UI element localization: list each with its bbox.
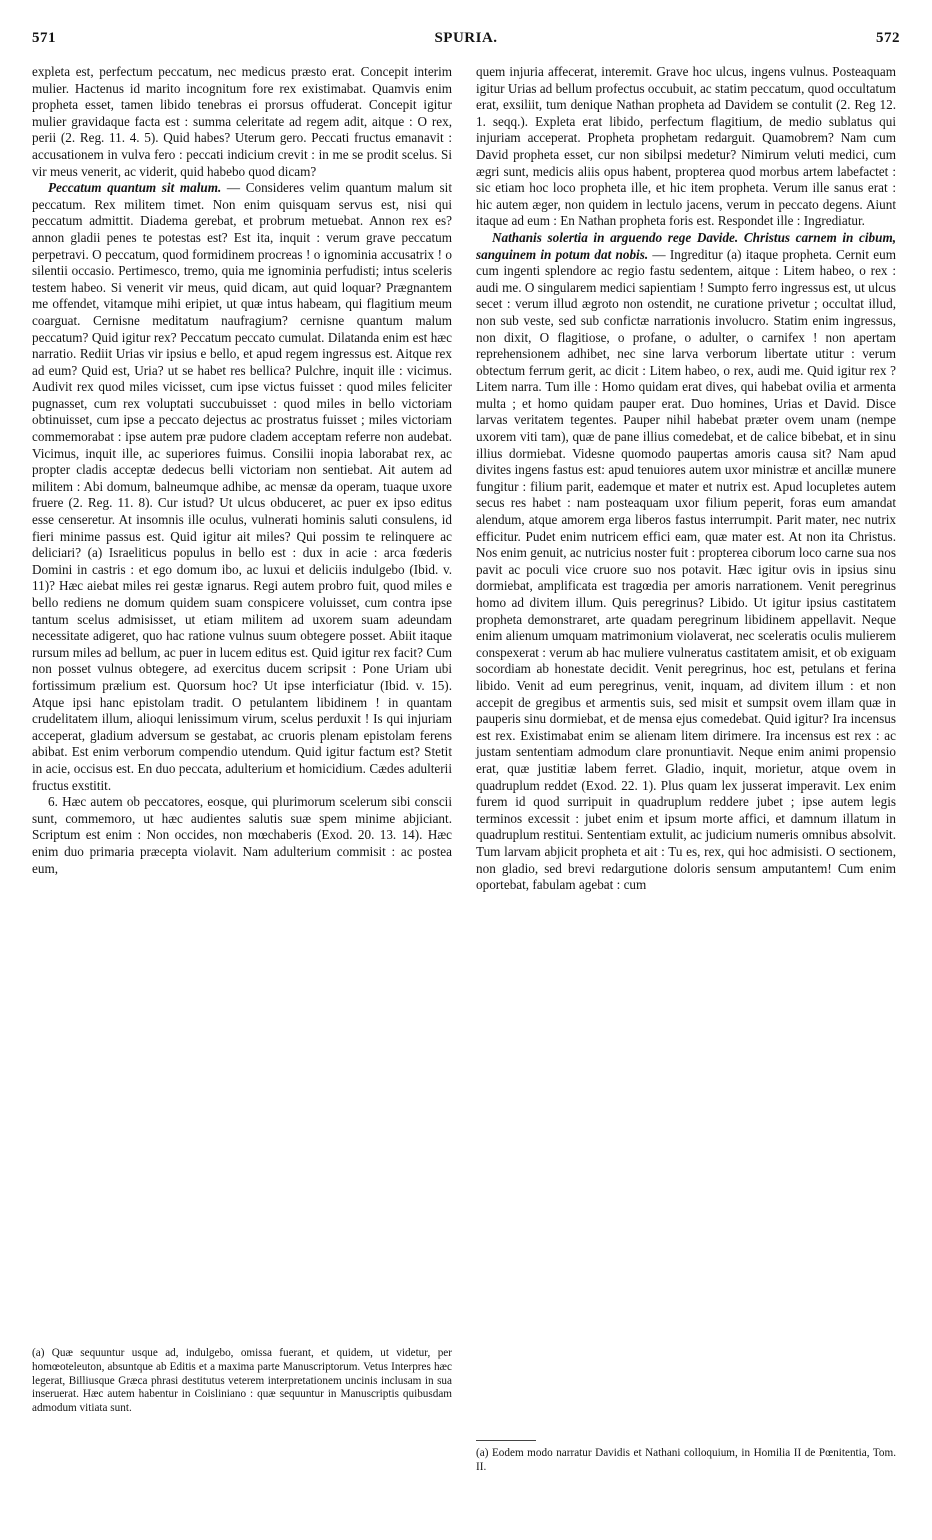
paragraph-text: — Ingreditur (a) itaque propheta. Cernit eum cum ingenti splendore ac regio fastu sedentem, aitque : Litem habeo, o rex : audi me. O singularem medici sapientiam ! Sumpto ferro ingressus est, ut ulcus secet : verum illud ægroto non ostendit, ne curatione privetur ; occultat illud, non sub veste, sed sub confictæ narrationis involucro. Statim enim ingressus, non dixit, O flagitiose, o profane, o adulter, o carnifex ! non apertam reprehensionem adhibet, nec sine larva verborum libertate utitur : verum obtectum ferrum gerit, ac dicit : Litem habeo, o rex, audi me. Quid igitur rex ? Litem narra. Tum ille : Homo quidam erat dives, qui habebat ovilia et armenta multa ; et homo quidam pauper erat. Duo homines, Urias et David. Disce larvas veritatem tegentes. Pauper nihil habebat præter ovem unam (nempe uxorem viti tam), quæ de pane illius comedebat, et de calice bibebat, et in sinu illius dormiebat. Videsne quomodo paupertas amoris causa sit? Nam apud divites ingens fastus est: apud tenuiores autem uxor ministræ et ancillæ munere fungitur : filium parit, eademque et mater et nutrix est. Apud locupletes autem secus res habet : nam posteaquam uxor filium peperit, foras eum amandat alendum, atque amorem erga liberos fastus interrumpit. Parit mater, nec nutrix efficitur. Pudet enim nutricem effici eam, quæ mater est. At non ita Christus. Nos enim genuit, ac nutricius noster fuit : propterea ciborum loco carne sua nos pavit ac poculi vice cruore suo nos potavit. Hæc igitur ovis in ipsius sinu dormiebat, amplificata est tragœdia per amoris narrationem. Venit peregrinus homo ad divitem illum. Quis peregrinus? Libido. Ut igitur ipsius castitatem propheta demonstraret, arte quadam peregrinum libidinem appellavit. Neque enim alienum umquam matrimonium violaverat, nec sceleratis oculis mulierem conspexerat : verum ab hac muliere vulneratus castitatem amisit, et ob exiguam socordiam ab honestate decidit. Venit peregrinus, hoc est, petulans et ferina libido. Venit ad eum peregrinus, venit, inquam, ad divitem illum : et non accepit de gregibus et armentis suis, sed misit et sumpsit ovem illam quæ in pauperis sinu dormiebat, et de mensa ejus comedebat. Quid igitur? Ira incensus est rex. Existimabat enim se alienam litem dirimere. Ira incensus est rex : ac justam sententiam admodum clare pronuntiavit. Neque enim animi propensio erat, quæ justitiæ labem ferret. Gladio, inquit, morietur, atque ovem in quadruplum reddet (Exod. 22. 1). Plus quam lex jusserat imperavit. Lex enim furem id quod surripuit in quadruplum reddere jubet ; ipse autem legis terminos excessit : jubet enim et ipsum morte affici, et damnum illatum in quadruplum restitui. Sententiam extulit, ac judicium numeris omnibus absolvit. Tum larvam abjicit propheta et ait : Tu es, rex, qui hoc admisisti. O sectionem, non gladio, sed brevi redargutione doloris sensum amputantem! Cum enim oportebat, fabulam agebat : cum bbox=[476, 246, 896, 893]
section-heading: Peccatum quantum sit malum. bbox=[48, 180, 222, 196]
footnote: (a) Eodem modo narratur Davidis et Nathani colloquium, in Homilia II de Pœnitentia, Tom. II. bbox=[476, 1447, 896, 1473]
paragraph-text: — Consideres velim quantum malum sit peccatum. Rex militem timet. Non enim quisquam servus est, nisi qui peccatum admittit. Diadema gerebat, et probrum metuebat. Annon rex es? annon gladii penes te potestas est? Est ita, inquit : verum grave peccatum perpetravi. O peccatum, quod formidinem procreas ! o ignominia accusatrix ! o silentii occasio. Pertimesco, tremo, quia me ignominia perfudisti; intus sceleris testem habeo. Si venerit vir meus, quid dicam, aut quid loquar? Prægnantem me offendet, vitamque mihi eripiet, ut quæ intus habeam, qui flagitium meum coarguat. Cernisne meditatum naufragium? cernisne quantum malum peccatum? Quid igitur rex? Peccatum peccato cumulat. Dilatanda enim est hæc narratio. Rediit Urias vir ipsius e bello, et apud regem ingressus est. Aitque rex ad eum? Quid est, Uria? ut se habet res bellica? Pulchre, inquit ille : vicimus. Audivit rex quod miles vicisset, cum ipse victus fuisset : quod miles feliciter pugnasset, cum rex voluptati succubuisset : quod miles in bello victoriam obtinuisset, cum ipse a peccato dejectus ac prostratus fuisset ; miles victoriam commemorabat : ipse autem præ pudore cladem acceptam referre non audebat. Vicimus, inquit ille, ac superiores fuimus. Consilii inopia laborabat rex, ac propter cladis acceptæ dedecus belli victoriam non sentiebat. Ait autem ad militem : Abi domum, balneumque adhibe, ac mensæ da operam, tuaque uxore fruere (2. Reg. 11. 8). Cur istud? Ut ulcus obduceret, ac puer ex ipso editus esse censeretur. At insomnis ille oculus, vulnerati hominis saluti consulens, id fieri minime passus est. Quid igitur ait miles? Qui possim te relinquere ac deliciari? (a) Israeliticus populus in bello est : dux in acie : arca fœderis Domini in castris : et ego domum ibo, ac luxui et deliciis indulgebo (Ibid. v. 11)? Hæc aiebat miles rei gestæ ignarus. Regi autem probro fuit, quod miles e bello rediens ne domum quidem suam conspicere voluisset, cum contra ipse tantum scelus admisisset, ut etiam militem ad uxorem suam adeundam necessitate adigeret, quo hac ratione vulnus suum obtegere posset. Abiit itaque rursum miles ad bellum, ac puer in lucem editus est. Quid igitur rex facit? Cum non posset vulnus obtegere, ad exercitus ducem scripsit : Pone Uriam ubi fortissimum prælium est. Quorsum hoc? Ut ipse interficiatur (Ibid. v. 15). Atque ipsi hanc epistolam tradit. O petulantem libidinem ! in quantam crudelitatem illum, alioqui lenissimum virum, scelus perduxit ! Is qui injuriam acceperat, gladium adversum se gestabat, ac cruoris plenam epistolam ferens abibat. Est enim verborum compendio utendum. Quid igitur factum est? Stetit in acie, occisus est. En duo peccata, adulterium et homicidium. Cædes adulterii fructus exstitit. bbox=[32, 180, 452, 793]
footnotes bbox=[32, 1347, 452, 1416]
page-number-left: 571 bbox=[32, 30, 56, 46]
footnote: (a) Quæ sequuntur usque ad, indulgebo, omissa fuerant, et quidem, ut videtur, per homœoteleuton, absuntque ab Editis et a maxima parte Manuscriptorum. Vetus Interpres hæc legerat, Billiusque Græca phrasi destitutus veterem interpretationem uncinis inclusam in sua inseruerat. Hæc autem habentur in Coisliniano : quæ sequuntur in Manuscriptis quibusdam admodum vitiata sunt. bbox=[32, 1347, 452, 1415]
page-number-right: 572 bbox=[876, 30, 900, 46]
page-header bbox=[32, 30, 900, 54]
paragraph: expleta est, perfectum peccatum, nec medicus præsto erat. Concepit interim mulier. Hactenus id marito incognitum fore rex existimabat. Quamvis enim propheta esset, tamen libido tenebras ei prorsus offuderat. Concepit igitur mulier gravidaque facta est : summa celeritate ad regem adit, aitque : O rex, perii (2. Reg. 11. 4. 5). Quid habes? Uterum gero. Peccati fructus emanavit : accusationem in vulva fero : peccati indicium crevit : in me se prodit scelus. Si vir meus venerit, ac viderit, quid habebo quod dicam? bbox=[32, 64, 452, 179]
footnote-rule bbox=[476, 1440, 536, 1441]
left-column bbox=[32, 64, 452, 1415]
section-heading: Nathanis solertia in arguendo rege Davide. Christus carnem in cibum, sanguinem in potum dat nobis. bbox=[476, 229, 896, 262]
paragraph: quem injuria affecerat, interemit. Grave hoc ulcus, ingens vulnus. Posteaquam igitur Urias ad bellum profectus occubuit, ac statim peccatum, quod occultatum erat, exsiliit, tum denique Nathan propheta ad Davidem se contulit (2. Reg 12. 1. seqq.). Expleta erat libido, perfectum flagitium, de medio sublatus qui injuriam acceperat. Propheta prophetam redarguit. Quamobrem? Nam cum David propheta esset, cur non sibilpsi medetur? Nimirum veluti medici, cum ægri sunt, medicis aliis opus habent, propterea quod morbus artem labefactet : sic etiam hoc loco propheta ille, et hic item propheta. Verum ille sanus erat : hic autem æger, non quidem in lectulo jacens, verum in peccato degens. Aiunt itaque ad eum : En Nathan propheta foris est. Respondet ille : Ingrediatur. bbox=[476, 64, 896, 229]
paragraph: 6. Hæc autem ob peccatores, eosque, qui plurimorum scelerum sibi conscii sunt, commemoro, ut hæc audientes salutis suæ spem minime abjiciant. Scriptum est enim : Non occides, non mœchaberis (Exod. 20. 13. 14). Hæc enim duo primaria præcepta violavit. Nam adulterium commisit : ac postea eum, bbox=[32, 794, 452, 876]
paragraph bbox=[476, 230, 896, 894]
footnotes bbox=[476, 1430, 896, 1475]
running-title: SPURIA. bbox=[434, 30, 498, 46]
right-column bbox=[476, 64, 896, 1473]
paragraph bbox=[32, 180, 452, 794]
